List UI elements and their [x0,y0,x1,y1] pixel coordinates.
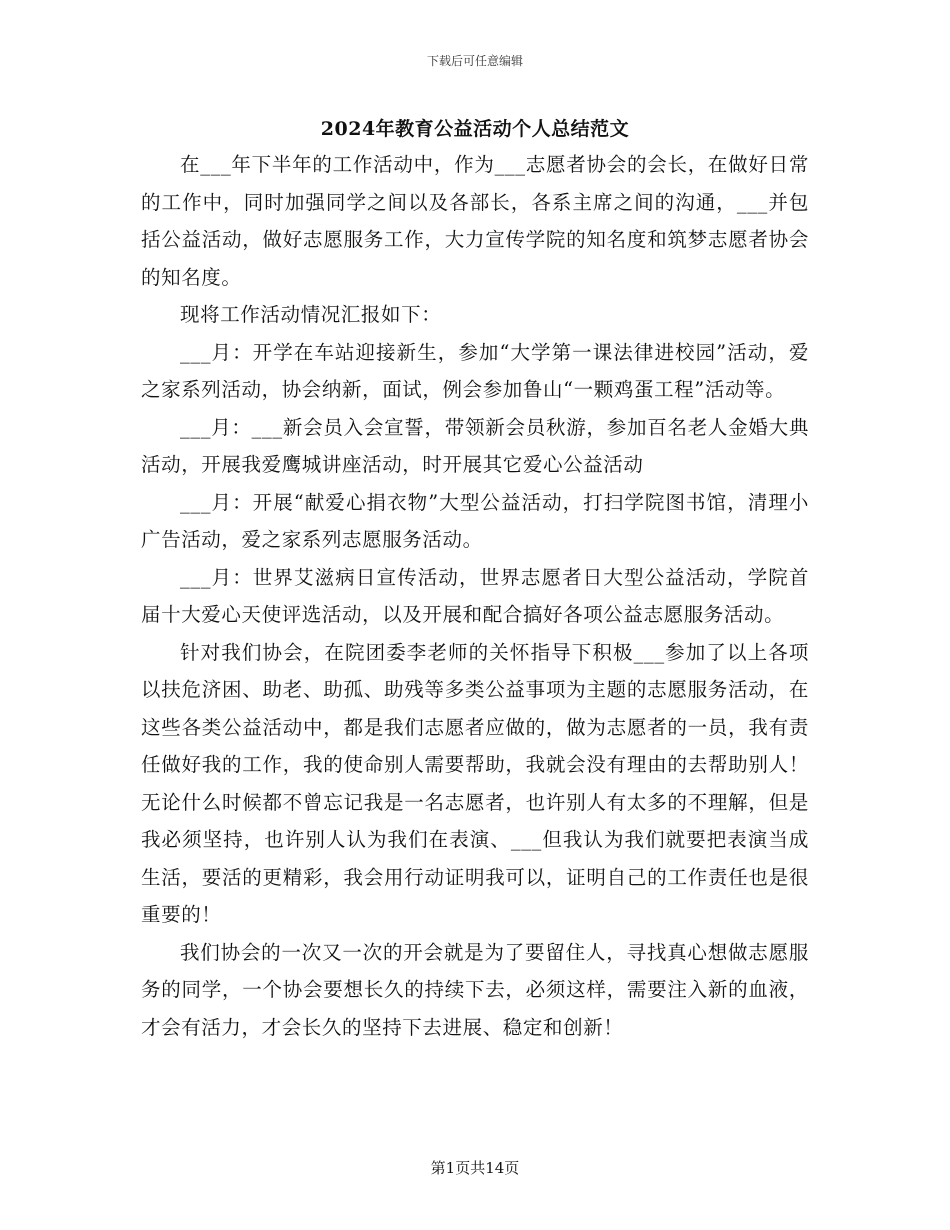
paragraph-month-4: ___月：世界艾滋病日宣传活动，世界志愿者日大型公益活动，学院首届十大爱心天使评选活动，以及开展和配合搞好各项公益志愿服务活动。 [141,565,809,626]
document-title: 2024年教育公益活动个人总结范文 [320,118,630,140]
document-body [141,146,809,1046]
paragraph-meetings: 我们协会的一次又一次的开会就是为了要留住人，寻找真心想做志愿服务的同学，一个协会要想长久的持续下去，必须这样，需要注入新的血液，才会有活力，才会长久的坚持下去进展、稳定和创新！ [141,940,809,1039]
paragraph-report-lead: 现将工作活动情况汇报如下： [180,303,442,326]
paragraph-reflection: 针对我们协会，在院团委李老师的关怀指导下积极___参加了以上各项以扶危济困、助老、助孤、助残等多类公益事项为主题的志愿服务活动，在这些各类公益活动中，都是我们志愿者应做的，做为志愿者的一员，我有责任做好我的工作，我的使命别人需要帮助，我就会没有理由的去帮助别人！无论什么时候都不曾忘记我是一名志愿者，也许别人有太多的不理解，但是我必须坚持，也许别人认为我们在表演、___但我认为我们就要把表演当成生活，要活的更精彩，我会用行动证明我可以，证明自己的工作责任也是很重要的！ [141,640,809,926]
paragraph-month-1: ___月：开学在车站迎接新生，参加“大学第一课法律进校园”活动，爱之家系列活动，协会纳新，面试，例会参加鲁山“一颗鸡蛋工程”活动等。 [141,340,809,401]
page-number-footer: 第1页共14页 [430,1159,520,1177]
paragraph-intro: 在___年下半年的工作活动中，作为___志愿者协会的会长，在做好日常的工作中，同时加强同学之间以及各部长，各系主席之间的沟通，___并包括公益活动，做好志愿服务工作，大力宣传学院的知名度和筑梦志愿者协会的知名度。 [141,153,809,289]
header-note: 下载后可任意编辑 [426,54,523,68]
paragraph-month-3: ___月：开展“献爱心捐衣物”大型公益活动，打扫学院图书馆，清理小广告活动，爱之家系列志愿服务活动。 [141,490,809,551]
paragraph-month-2: ___月：___新会员入会宣誓，带领新会员秋游，参加百名老人金婚大典活动，开展我爱鹰城讲座活动，时开展其它爱心公益活动 [141,415,809,476]
